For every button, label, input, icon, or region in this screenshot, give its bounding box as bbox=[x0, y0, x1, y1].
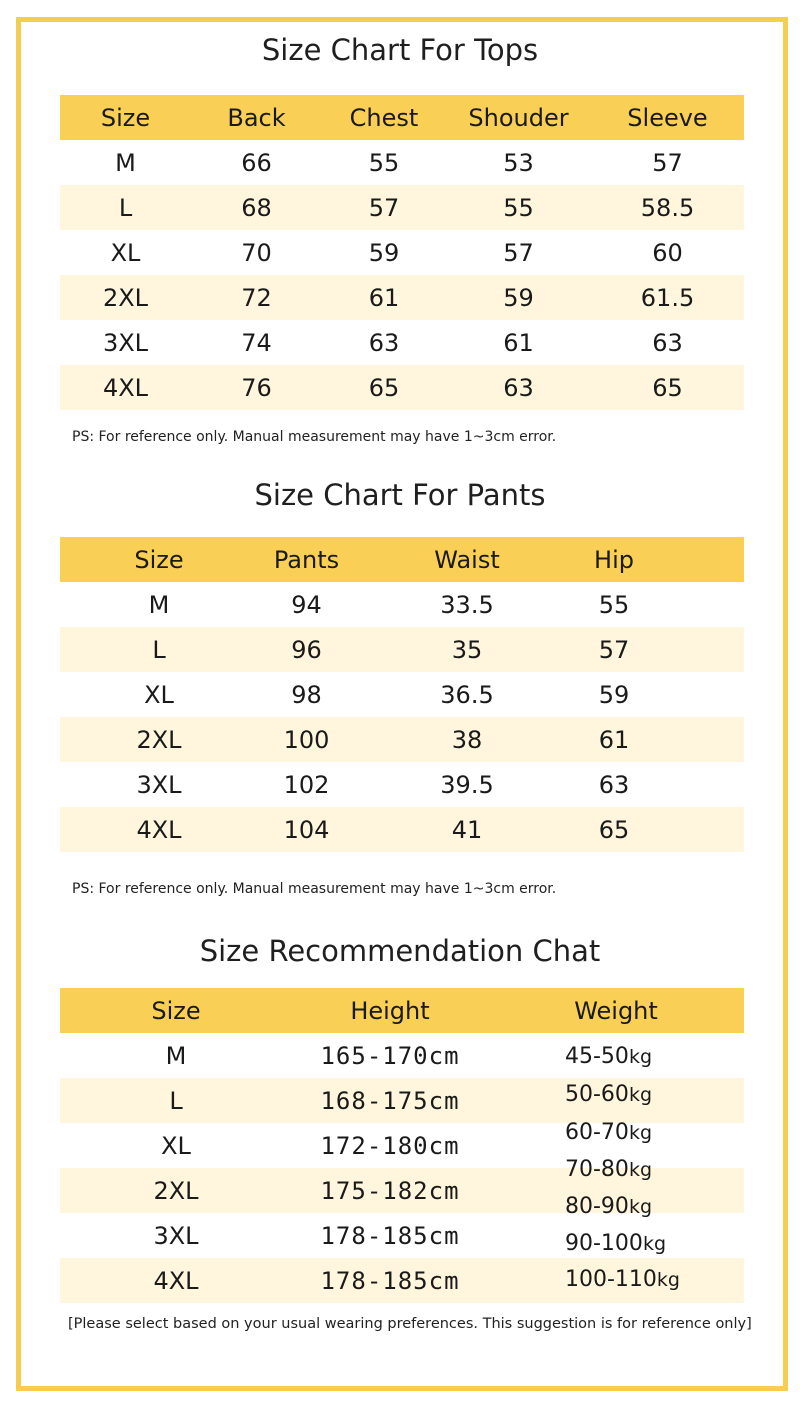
column-header-size: Size bbox=[60, 537, 258, 582]
tops-chart-title: Size Chart For Tops bbox=[261, 33, 539, 67]
table-row bbox=[60, 365, 744, 410]
table-row bbox=[60, 627, 744, 672]
column-header-height: Height bbox=[292, 988, 488, 1033]
pants-cell: 94 bbox=[258, 582, 355, 627]
size-cell: M bbox=[60, 140, 191, 185]
shoulder-cell: 55 bbox=[446, 185, 591, 230]
column-header-chest: Chest bbox=[322, 95, 446, 140]
table-header-row bbox=[60, 95, 744, 140]
column-header-size: Size bbox=[60, 988, 292, 1033]
waist-cell: 38 bbox=[355, 717, 579, 762]
size-cell: XL bbox=[60, 230, 191, 275]
size-cell: 3XL bbox=[60, 1213, 292, 1258]
height-cell: 178-185cm bbox=[292, 1213, 488, 1258]
pants-reference-note: PS: For reference only. Manual measurement may have 1~3cm error. bbox=[72, 881, 557, 897]
pants-cell: 102 bbox=[258, 762, 355, 807]
chest-cell: 59 bbox=[322, 230, 446, 275]
sleeve-cell: 65 bbox=[591, 365, 744, 410]
column-header-size: Size bbox=[60, 95, 191, 140]
hip-cell: 55 bbox=[579, 582, 649, 627]
column-header-back: Back bbox=[191, 95, 322, 140]
size-cell: L bbox=[60, 185, 191, 230]
column-header-waist: Waist bbox=[355, 537, 579, 582]
height-cell: 172-180cm bbox=[292, 1123, 488, 1168]
column-header-hip: Hip bbox=[579, 537, 649, 582]
back-cell: 74 bbox=[191, 320, 322, 365]
shoulder-cell: 63 bbox=[446, 365, 591, 410]
hip-cell: 65 bbox=[579, 807, 649, 852]
back-cell: 72 bbox=[191, 275, 322, 320]
size-cell: 3XL bbox=[60, 762, 258, 807]
recommendation-reference-note: [Please select based on your usual wearing preferences. This suggestion is for reference only] bbox=[68, 1316, 752, 1332]
weight-entry: 80-90kg bbox=[565, 1194, 653, 1219]
pants-size-table bbox=[60, 537, 744, 852]
hip-cell: 59 bbox=[579, 672, 649, 717]
sleeve-cell: 60 bbox=[591, 230, 744, 275]
size-cell: 2XL bbox=[60, 275, 191, 320]
waist-cell: 41 bbox=[355, 807, 579, 852]
size-cell: 4XL bbox=[60, 807, 258, 852]
shoulder-cell: 59 bbox=[446, 275, 591, 320]
sleeve-cell: 57 bbox=[591, 140, 744, 185]
hip-cell: 63 bbox=[579, 762, 649, 807]
size-cell: M bbox=[60, 1033, 292, 1078]
size-cell: 3XL bbox=[60, 320, 191, 365]
size-cell: L bbox=[60, 627, 258, 672]
pants-chart-title: Size Chart For Pants bbox=[254, 478, 546, 512]
shoulder-cell: 57 bbox=[446, 230, 591, 275]
table-row bbox=[60, 320, 744, 365]
pants-cell: 98 bbox=[258, 672, 355, 717]
column-header-pants: Pants bbox=[258, 537, 355, 582]
table-row bbox=[60, 275, 744, 320]
size-cell: L bbox=[60, 1078, 292, 1123]
size-cell: XL bbox=[60, 672, 258, 717]
recommendation-chart-title: Size Recommendation Chat bbox=[199, 934, 601, 968]
table-header-row bbox=[60, 988, 744, 1033]
height-cell: 178-185cm bbox=[292, 1258, 488, 1303]
column-header-sleeve: Sleeve bbox=[591, 95, 744, 140]
shoulder-cell: 53 bbox=[446, 140, 591, 185]
chest-cell: 61 bbox=[322, 275, 446, 320]
weight-entry: 90-100kg bbox=[565, 1231, 667, 1256]
pants-cell: 104 bbox=[258, 807, 355, 852]
waist-cell: 33.5 bbox=[355, 582, 579, 627]
weight-entry: 100-110kg bbox=[565, 1267, 680, 1292]
chest-cell: 55 bbox=[322, 140, 446, 185]
table-row bbox=[60, 230, 744, 275]
size-cell: 4XL bbox=[60, 365, 191, 410]
chest-cell: 57 bbox=[322, 185, 446, 230]
weight-entry: 50-60kg bbox=[565, 1082, 653, 1107]
table-row bbox=[60, 672, 744, 717]
size-cell: M bbox=[60, 582, 258, 627]
waist-cell: 39.5 bbox=[355, 762, 579, 807]
table-row bbox=[60, 717, 744, 762]
height-cell: 175-182cm bbox=[292, 1168, 488, 1213]
table-row bbox=[60, 762, 744, 807]
column-spacer bbox=[649, 537, 744, 582]
back-cell: 76 bbox=[191, 365, 322, 410]
sleeve-cell: 63 bbox=[591, 320, 744, 365]
weight-entry: 60-70kg bbox=[565, 1120, 653, 1145]
sleeve-cell: 61.5 bbox=[591, 275, 744, 320]
table-row bbox=[60, 582, 744, 627]
chest-cell: 65 bbox=[322, 365, 446, 410]
hip-cell: 61 bbox=[579, 717, 649, 762]
size-cell: 2XL bbox=[60, 1168, 292, 1213]
height-cell: 165-170cm bbox=[292, 1033, 488, 1078]
shoulder-cell: 61 bbox=[446, 320, 591, 365]
table-row bbox=[60, 185, 744, 230]
pants-cell: 96 bbox=[258, 627, 355, 672]
table-header-row bbox=[60, 537, 744, 582]
waist-cell: 35 bbox=[355, 627, 579, 672]
table-row bbox=[60, 807, 744, 852]
sleeve-cell: 58.5 bbox=[591, 185, 744, 230]
tops-size-table bbox=[60, 95, 744, 410]
back-cell: 68 bbox=[191, 185, 322, 230]
size-cell: 4XL bbox=[60, 1258, 292, 1303]
waist-cell: 36.5 bbox=[355, 672, 579, 717]
back-cell: 70 bbox=[191, 230, 322, 275]
chest-cell: 63 bbox=[322, 320, 446, 365]
column-header-shoulder: Shouder bbox=[446, 95, 591, 140]
tops-reference-note: PS: For reference only. Manual measurement may have 1~3cm error. bbox=[72, 429, 557, 445]
weight-entry: 70-80kg bbox=[565, 1157, 653, 1182]
pants-cell: 100 bbox=[258, 717, 355, 762]
back-cell: 66 bbox=[191, 140, 322, 185]
hip-cell: 57 bbox=[579, 627, 649, 672]
table-row bbox=[60, 140, 744, 185]
weight-entry: 45-50kg bbox=[565, 1044, 653, 1069]
height-cell: 168-175cm bbox=[292, 1078, 488, 1123]
column-header-weight: Weight bbox=[488, 988, 744, 1033]
size-cell: 2XL bbox=[60, 717, 258, 762]
size-cell: XL bbox=[60, 1123, 292, 1168]
